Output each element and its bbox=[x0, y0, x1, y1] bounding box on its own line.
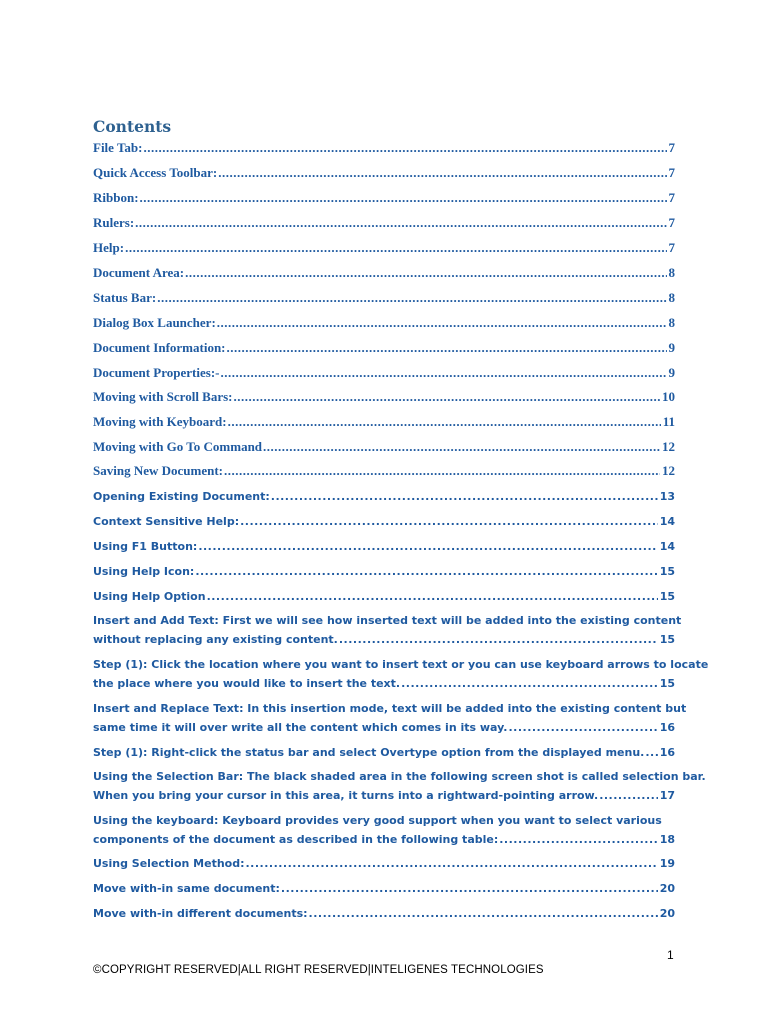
toc-entry[interactable] bbox=[93, 879, 675, 898]
toc-page-number: 7 bbox=[668, 240, 675, 255]
toc-entry-title: Help: bbox=[93, 240, 125, 255]
toc-page-number: 11 bbox=[662, 414, 675, 429]
dot-leader bbox=[271, 487, 658, 506]
toc-entry[interactable] bbox=[93, 562, 675, 581]
toc-entry-title: Document Area: bbox=[93, 265, 185, 280]
toc-entry-title: Saving New Document: bbox=[93, 463, 223, 478]
toc-entry-title: Using Help Option bbox=[93, 590, 206, 603]
toc-page-number: 8 bbox=[668, 290, 675, 305]
toc-page-number: 16 bbox=[659, 721, 675, 734]
toc-entry[interactable] bbox=[93, 213, 675, 232]
dot-leader bbox=[281, 879, 658, 898]
toc-entry[interactable] bbox=[93, 238, 675, 257]
dot-leader bbox=[263, 437, 660, 456]
dot-leader bbox=[218, 163, 666, 182]
toc-entry[interactable] bbox=[93, 313, 675, 332]
toc-entry[interactable] bbox=[93, 188, 675, 207]
dot-leader bbox=[220, 363, 666, 382]
dot-leader bbox=[234, 387, 660, 406]
toc-page-number: 20 bbox=[659, 882, 675, 895]
toc-page-number: 7 bbox=[668, 165, 675, 180]
toc-page-number: 13 bbox=[659, 490, 675, 503]
toc-entry-title: without replacing any existing content. bbox=[93, 633, 338, 646]
toc-page-number: 9 bbox=[668, 340, 675, 355]
toc-entry-title: the place where you would like to insert the text. bbox=[93, 677, 401, 690]
toc-entry-title: Dialog Box Launcher: bbox=[93, 315, 216, 330]
toc-entry[interactable] bbox=[93, 163, 675, 182]
dot-leader bbox=[228, 412, 661, 431]
toc-page-number: 8 bbox=[668, 265, 675, 280]
dot-leader bbox=[309, 904, 658, 923]
dot-leader bbox=[499, 830, 657, 849]
toc-entry[interactable] bbox=[93, 461, 675, 480]
page-number: 1 bbox=[667, 948, 674, 962]
toc-page-number: 12 bbox=[662, 439, 675, 454]
toc-entry[interactable] bbox=[93, 263, 675, 282]
toc-entry-title: Context Sensitive Help: bbox=[93, 515, 240, 528]
toc-entry[interactable] bbox=[93, 138, 675, 157]
dot-leader bbox=[246, 854, 658, 873]
toc-entry-title: Move with-in different documents: bbox=[93, 907, 308, 920]
toc-entry[interactable] bbox=[93, 655, 709, 693]
toc-page-number: 14 bbox=[659, 540, 675, 553]
toc-entry-title: components of the document as described in the following table: bbox=[93, 833, 499, 846]
toc-page-number: 17 bbox=[659, 789, 675, 802]
toc-entry[interactable] bbox=[93, 537, 675, 556]
toc-entry-title: Step (1): Right-click the status bar and select Overtype option from the displayed menu. bbox=[93, 746, 645, 759]
toc-entry[interactable] bbox=[93, 767, 706, 805]
toc-entry[interactable] bbox=[93, 699, 687, 737]
dot-leader bbox=[339, 630, 658, 649]
toc-entry-title: Status Bar: bbox=[93, 290, 157, 305]
dot-leader bbox=[645, 743, 657, 762]
dot-leader bbox=[185, 263, 666, 282]
toc-entry-title: File Tab: bbox=[93, 140, 143, 155]
dot-leader bbox=[125, 238, 666, 257]
toc-page-number: 14 bbox=[659, 515, 675, 528]
toc-entry-title: Using Selection Method: bbox=[93, 857, 245, 870]
toc-page-number: 7 bbox=[668, 140, 675, 155]
toc-page-number: 15 bbox=[659, 590, 675, 603]
toc-page-number: 18 bbox=[659, 833, 675, 846]
toc-entry-title: Moving with Keyboard: bbox=[93, 414, 227, 429]
toc-page-number: 19 bbox=[659, 857, 675, 870]
toc-entry[interactable] bbox=[93, 587, 675, 606]
toc-entry-title: Move with-in same document: bbox=[93, 882, 280, 895]
toc-page-number: 9 bbox=[668, 365, 675, 380]
toc-entry-title-line: Step (1): Click the location where you want to insert text or you can use keyboard arrows to locate bbox=[93, 658, 709, 671]
toc-entry-title: Quick Access Toolbar: bbox=[93, 165, 218, 180]
toc-entry-title: Ribbon: bbox=[93, 190, 139, 205]
toc-page-number: 10 bbox=[662, 389, 675, 404]
toc-entry[interactable] bbox=[93, 437, 675, 456]
toc-page-number: 7 bbox=[668, 190, 675, 205]
toc-entry-title: Using Help Icon: bbox=[93, 565, 195, 578]
toc-page-number: 15 bbox=[659, 565, 675, 578]
toc-entry[interactable] bbox=[93, 487, 675, 506]
toc-entry-title: Using F1 Button: bbox=[93, 540, 198, 553]
toc-entry[interactable] bbox=[93, 288, 675, 307]
toc-entry-title-line: Using the keyboard: Keyboard provides very good support when you want to select various bbox=[93, 814, 662, 827]
toc-entry-title: Opening Existing Document: bbox=[93, 490, 270, 503]
toc-entry[interactable] bbox=[93, 338, 675, 357]
toc-entry[interactable] bbox=[93, 512, 675, 531]
toc-entry-title-line: Insert and Add Text: First we will see how inserted text will be added into the existing content bbox=[93, 614, 682, 627]
toc-entry-title: Moving with Go To Command bbox=[93, 439, 263, 454]
contents-heading: Contents bbox=[93, 117, 172, 136]
dot-leader bbox=[224, 461, 660, 480]
toc-entry[interactable] bbox=[93, 743, 675, 762]
toc-entry[interactable] bbox=[93, 412, 675, 431]
toc-page-number: 15 bbox=[659, 633, 675, 646]
toc-page-number: 15 bbox=[659, 677, 675, 690]
dot-leader bbox=[157, 288, 666, 307]
toc-entry-title: When you bring your cursor in this area, it turns into a rightward-pointing arrow. bbox=[93, 789, 599, 802]
toc-entry[interactable] bbox=[93, 387, 675, 406]
toc-entry[interactable] bbox=[93, 854, 675, 873]
dot-leader bbox=[227, 338, 667, 357]
toc-page-number: 20 bbox=[659, 907, 675, 920]
dot-leader bbox=[508, 718, 657, 737]
toc-page-number: 7 bbox=[668, 215, 675, 230]
dot-leader bbox=[140, 188, 667, 207]
toc-entry-title-line: Using the Selection Bar: The black shaded area in the following screen shot is called selection bar. bbox=[93, 770, 706, 783]
toc-entry[interactable] bbox=[93, 611, 682, 649]
toc-page-number: 16 bbox=[659, 746, 675, 759]
dot-leader bbox=[198, 537, 657, 556]
toc-entry-title: Document Information: bbox=[93, 340, 226, 355]
dot-leader bbox=[207, 587, 658, 606]
toc-entry-title: Moving with Scroll Bars: bbox=[93, 389, 233, 404]
toc-entry[interactable] bbox=[93, 363, 675, 382]
toc-entry-title: Document Properties:- bbox=[93, 365, 220, 380]
dot-leader bbox=[195, 562, 657, 581]
dot-leader bbox=[217, 313, 667, 332]
toc-entry[interactable] bbox=[93, 904, 675, 923]
toc-entry[interactable] bbox=[93, 811, 675, 849]
toc-entry-title-line: Insert and Replace Text: In this insertion mode, text will be added into the existing content but bbox=[93, 702, 687, 715]
toc-page-number: 8 bbox=[668, 315, 675, 330]
dot-leader bbox=[240, 512, 658, 531]
dot-leader bbox=[135, 213, 666, 232]
dot-leader bbox=[144, 138, 667, 157]
dot-leader bbox=[401, 674, 658, 693]
copyright-footer: ©COPYRIGHT RESERVED|ALL RIGHT RESERVED|INTELIGENES TECHNOLOGIES bbox=[93, 964, 544, 976]
toc-page-number: 12 bbox=[662, 463, 675, 478]
toc-entry-title: same time it will over write all the content which comes in its way. bbox=[93, 721, 508, 734]
dot-leader bbox=[599, 786, 658, 805]
toc-entry-title: Rulers: bbox=[93, 215, 135, 230]
